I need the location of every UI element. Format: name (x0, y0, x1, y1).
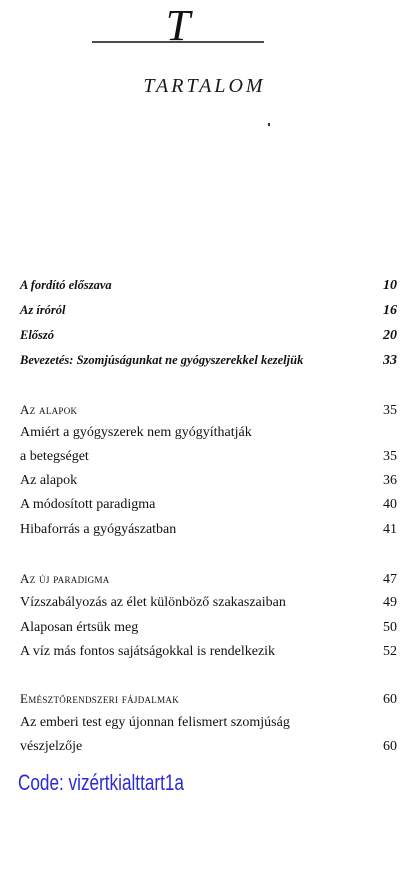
entry-label: vészjelzője (20, 739, 83, 754)
entry-page: 41 (383, 522, 397, 537)
toc-entry[interactable] (20, 301, 397, 320)
entry-page: 16 (383, 303, 397, 318)
entry-label: A víz más fontos sajátságokkal is rendelkezik (20, 644, 276, 659)
toc-entry[interactable] (20, 643, 397, 661)
section-page: 47 (383, 572, 397, 587)
entry-label: Amiért a gyógyszerek nem gyógyíthatják (20, 425, 252, 440)
toc-entry[interactable] (20, 738, 397, 756)
entry-page: 50 (383, 620, 397, 635)
toc-entry[interactable] (20, 496, 397, 514)
section-heading[interactable] (20, 690, 397, 709)
section-heading[interactable] (20, 401, 397, 420)
entry-label: A fordító előszava (20, 278, 112, 292)
print-speck (268, 123, 270, 126)
entry-page: 49 (383, 595, 397, 610)
entry-label: Előszó (20, 328, 55, 342)
entry-page: 52 (383, 644, 397, 659)
entry-label: A módosított paradigma (20, 497, 156, 512)
footer-code: Code: vizértkialttart1a (18, 770, 184, 795)
entry-label: Alaposan értsük meg (20, 620, 139, 635)
entry-label: Az alapok (20, 473, 78, 488)
entry-page: 35 (383, 449, 397, 464)
toc-entry[interactable] (20, 521, 397, 539)
toc-entry[interactable] (20, 594, 397, 612)
entry-page: 20 (383, 328, 397, 343)
entry-page: 40 (383, 497, 397, 512)
section-label: Emésztőrendszeri fájdalmak (20, 691, 179, 706)
entry-label: a betegséget (20, 449, 89, 464)
entry-page: 33 (383, 353, 397, 368)
toc-entry[interactable] (20, 448, 397, 466)
toc-entry[interactable] (20, 351, 397, 370)
entry-page: 60 (383, 739, 397, 754)
section-page: 35 (383, 403, 397, 418)
entry-page: 10 (383, 278, 397, 293)
toc-entry[interactable] (20, 619, 397, 637)
entry-label: Az íróról (20, 303, 66, 317)
entry-label: Az emberi test egy újonnan felismert szomjúság (20, 715, 290, 730)
title-ornament (88, 2, 268, 48)
toc-entry[interactable] (20, 472, 397, 490)
toc-entry[interactable] (20, 276, 397, 295)
section-label: Az alapok (20, 402, 78, 417)
entry-label: Hibaforrás a gyógyászatban (20, 522, 177, 537)
toc-entry[interactable] (20, 714, 397, 732)
entry-label: Vízszabályozás az élet különböző szakaszaiban (20, 595, 286, 610)
entry-page: 36 (383, 473, 397, 488)
section-heading[interactable] (20, 570, 397, 589)
section-label: Az új paradigma (20, 571, 110, 586)
ornament-letter: T (165, 2, 191, 48)
toc-entry[interactable] (20, 424, 397, 442)
page-title: TARTALOM (143, 75, 266, 97)
section-page: 60 (383, 692, 397, 707)
entry-label: Bevezetés: Szomjúságunkat ne gyógyszerekkel kezeljük (20, 353, 304, 367)
toc-entry[interactable] (20, 326, 397, 345)
